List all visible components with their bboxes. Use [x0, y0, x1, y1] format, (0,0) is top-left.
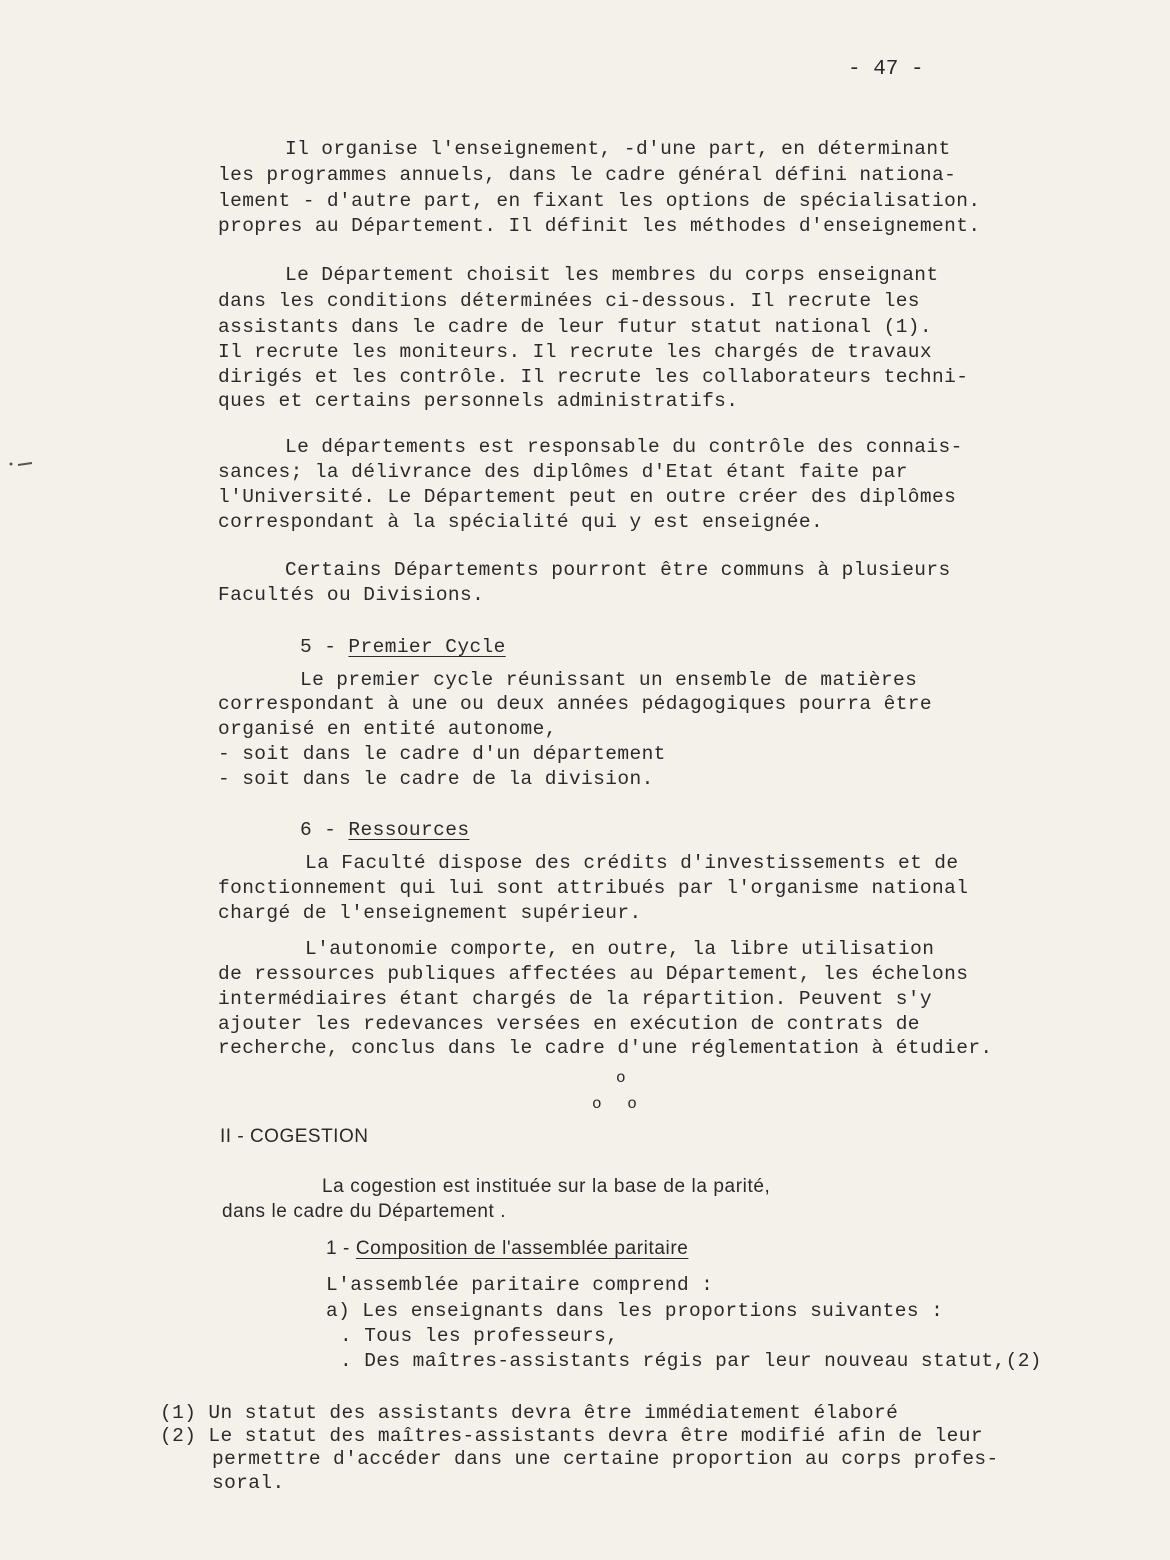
- part-title: II - COGESTION: [220, 1126, 369, 1147]
- text-line: organisé en entité autonome,: [218, 718, 557, 740]
- section-title: Premier Cycle: [348, 636, 506, 658]
- list-item: . Tous les professeurs,: [340, 1325, 619, 1347]
- section-number: 6 -: [300, 819, 349, 841]
- text-line: intermédiaires étant chargés de la répartition. Peuvent s'y: [218, 988, 933, 1010]
- text-line: La Faculté dispose des crédits d'investissements et de: [305, 852, 959, 874]
- text-line: Il recrute les moniteurs. Il recrute les chargés de travaux: [218, 341, 933, 363]
- text-line: Facultés ou Divisions.: [218, 584, 485, 606]
- separator-mark: o: [616, 1069, 626, 1087]
- text-line: dirigés et les contrôle. Il recrute les collaborateurs techni-: [218, 366, 969, 388]
- text-line: L'assemblée paritaire comprend :: [326, 1274, 714, 1296]
- section-heading: [300, 817, 469, 843]
- text-line: correspondant à la spécialité qui y est enseignée.: [218, 511, 824, 533]
- footnote: (2) Le statut des maîtres-assistants devra être modifié afin de leur: [160, 1425, 983, 1447]
- text-line: dans le cadre du Département .: [222, 1201, 507, 1222]
- subsection-heading: [326, 1236, 688, 1262]
- text-line: recherche, conclus dans le cadre d'une réglementation à étudier.: [218, 1037, 993, 1059]
- text-line: l'Université. Le Département peut en outre créer des diplômes: [218, 486, 957, 508]
- text-line: - soit dans le cadre de la division.: [218, 768, 654, 790]
- separator-mark: o o: [592, 1095, 645, 1113]
- text-line: L'autonomie comporte, en outre, la libre utilisation: [305, 938, 935, 960]
- text-line: Il organise l'enseignement, -d'une part, en déterminant: [285, 138, 951, 160]
- text-line: fonctionnement qui lui sont attribués par l'organisme national: [218, 877, 969, 899]
- section-heading: [300, 634, 506, 660]
- section-number: 5 -: [300, 636, 349, 658]
- page-number: - 47 -: [848, 58, 924, 81]
- text-line: Le Département choisit les membres du corps enseignant: [285, 264, 939, 286]
- text-line: de ressources publiques affectées au Département, les échelons: [218, 963, 969, 985]
- footnote: (1) Un statut des assistants devra être immédiatement élaboré: [160, 1402, 899, 1424]
- text-line: Certains Départements pourront être communs à plusieurs: [285, 559, 951, 581]
- text-line: La cogestion est instituée sur la base de la parité,: [322, 1176, 771, 1197]
- text-line: assistants dans le cadre de leur futur statut national (1).: [218, 316, 933, 338]
- list-item: . Des maîtres-assistants régis par leur nouveau statut,(2): [340, 1350, 1042, 1372]
- text-line: propres au Département. Il définit les méthodes d'enseignement.: [218, 215, 981, 237]
- section-title: Ressources: [348, 819, 470, 841]
- footnote-continuation: permettre d'accéder dans une certaine proportion au corps profes-: [212, 1448, 999, 1470]
- text-line: - soit dans le cadre d'un département: [218, 743, 666, 765]
- text-line: Le départements est responsable du contrôle des connais-: [285, 436, 963, 458]
- text-line: ajouter les redevances versées en exécution de contrats de: [218, 1013, 920, 1035]
- text-line: Le premier cycle réunissant un ensemble de matières: [300, 669, 918, 691]
- text-line: ques et certains personnels administratifs.: [218, 390, 739, 412]
- text-line: sances; la délivrance des diplômes d'Etat étant faite par: [218, 461, 908, 483]
- subsection-title: Composition de l'assemblée paritaire: [355, 1238, 689, 1259]
- text-line: a) Les enseignants dans les proportions suivantes :: [326, 1300, 944, 1322]
- text-line: les programmes annuels, dans le cadre général défini nationa-: [218, 164, 957, 186]
- text-line: chargé de l'enseignement supérieur.: [218, 902, 642, 924]
- subsection-number: 1 -: [326, 1238, 356, 1259]
- text-line: lement - d'autre part, en fixant les options de spécialisation.: [218, 190, 981, 212]
- footnote-continuation: soral.: [212, 1472, 285, 1494]
- text-line: dans les conditions déterminées ci-dessous. Il recrute les: [218, 290, 920, 312]
- margin-mark-icon: [8, 458, 34, 470]
- text-line: correspondant à une ou deux années pédagogiques pourra être: [218, 693, 933, 715]
